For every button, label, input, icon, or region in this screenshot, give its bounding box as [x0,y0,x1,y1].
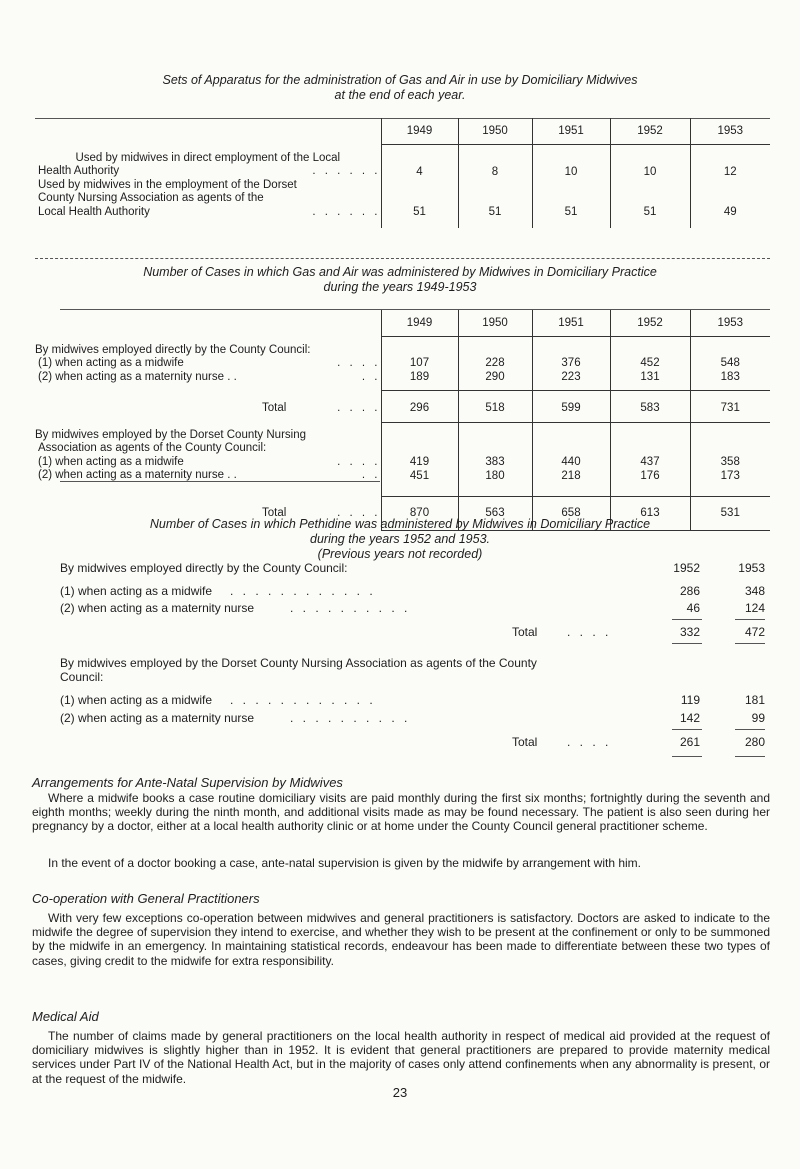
table3-cell: 348 [744,584,765,598]
table2-year-1951: 1951 [532,310,610,337]
table1-cell: 51 [532,179,610,229]
table2-year-1953: 1953 [690,310,770,337]
sum-rule [672,619,702,620]
table1-cell: 12 [690,145,770,179]
row-label: (2) when acting as a maternity nurse [60,601,255,615]
cell: 358 [720,456,740,468]
cell: 218 [561,469,581,482]
table3-cell: 46 [686,601,700,615]
table2-g1-col-1950 [458,337,532,391]
table2-group2-label [35,423,381,497]
group-heading: By midwives employed by the Dorset County Nursing [35,428,307,441]
table1-cell: 51 [381,179,458,229]
cell: 173 [720,469,740,482]
leader-dots: . . . . . . . . . . . . [230,584,376,598]
label-line: Used by midwives in direct employment of the Local [75,151,341,164]
table2-g2-col-1953 [690,423,770,497]
sum-rule [672,643,702,644]
table1-cell: 49 [690,179,770,229]
cell: 452 [640,357,660,369]
table3-g2-row2 [60,711,700,725]
table2-group1-label [35,337,381,391]
row-label: (1) when acting as a midwife [38,455,184,468]
table3-g2-total: 280 [744,735,765,749]
sum-rule [735,729,765,730]
leader-dots: . . . . [337,506,381,519]
cell: 451 [409,469,430,482]
cooperation-paragraph: With very few exceptions co-operation between midwives and general practitioners is satisfactory. Doctors are asked to indicate to the midwife the degree of supervision they intend to exercise, and whether they wish to be present at the confinement or only to be summoned by the midwife in an emergency. In maintaining statistical records, endeavour has been made to differentiate between these two types of cases, giving credit to the midwife for extra responsibility. [32,911,770,968]
table2-g2-total: 613 [610,497,690,531]
table2 [35,310,770,531]
table3-cell: 286 [679,584,700,598]
cell: 131 [640,370,660,383]
row-label: (1) when acting as a midwife [60,693,213,707]
table3-cell: 142 [679,711,700,725]
table3-cell: 119 [680,693,700,707]
table1-year-1950: 1950 [458,118,532,145]
cell: 419 [409,456,430,468]
cell: 290 [485,370,505,383]
sum-rule [735,643,765,644]
leader-dots: . . . . . . . . . . [290,711,411,725]
table1-title [60,73,740,103]
label-line: County Nursing Association as agents of the [38,192,264,204]
leader-dots: . . . . . . [312,165,381,177]
label-line: Local Health Authority [38,205,150,218]
cell: 376 [561,357,581,369]
table2-g1-col-1951 [532,337,610,391]
table3-g2-total-label: Total [512,735,538,749]
table3-title [60,517,740,562]
leader-dots: . . [361,469,381,481]
table2-title-line1: Number of Cases in which Gas and Air was administered by Midwives in Domiciliary Practice [143,265,657,279]
antenatal-paragraph-1: Where a midwife books a case routine domiciliary visits are paid monthly during the first six months; fortnightly during the seventh and eighth months; weekly during the ninth month, and additional visits made as may be found necessary. The patient is also seen during her pregnancy by a doctor, either at a local health authority clinic or at home under the County Council general practitioner scheme. [32,791,770,834]
table1-year-1951: 1951 [532,118,610,145]
leader-dots: . . . . . . [312,205,381,218]
table2-g2-total: 658 [532,497,610,531]
antenatal-paragraph-2: In the event of a doctor booking a case, ante-natal supervision is given by the midwife by arrangement with him. [48,856,641,870]
table2-g1-col-1952 [610,337,690,391]
antenatal-heading: Arrangements for Ante-Natal Supervision by Midwives [32,775,343,790]
table1-year-1949: 1949 [381,118,458,145]
cell: 176 [640,469,660,482]
group-heading: By midwives employed directly by the County Council: [35,343,311,356]
total-label: Total [262,506,287,519]
table3-cell: 181 [744,693,765,707]
cell: 223 [561,370,581,383]
table2-g2-total: 870 [381,497,458,531]
cell: 228 [485,357,505,369]
table3-group1-heading: By midwives employed directly by the County Council: [60,561,348,575]
table3-g1-row1 [60,584,700,598]
table3-g1-total-label: Total [512,625,538,639]
cell: 107 [409,357,430,369]
table3-title-line2 [60,532,740,562]
table2-g2-col-1952 [610,423,690,497]
table2-g1-col-1953 [690,337,770,391]
heading-line: By midwives employed by the Dorset County Nursing Association as agents of the County [60,656,537,670]
table2-year-1950: 1950 [458,310,532,337]
title-main: during the years 1952 and 1953. [310,532,490,546]
table1-cell: 51 [458,179,532,229]
total-label: Total [262,401,287,414]
table1-row-label [35,179,381,229]
cell: 180 [485,469,505,482]
cell: 440 [561,456,581,468]
heading-line: Council: [60,670,104,684]
label-line: Used by midwives in the employment of the Dorset [38,178,297,191]
row-label: (1) when acting as a midwife [60,584,213,598]
table2-g1-total: 583 [610,391,690,423]
table2-g1-total: 296 [381,391,458,423]
leader-dots: . . [361,370,381,383]
table2-g1-total: 599 [532,391,610,423]
leader-dots: . . . . . . . . . . [290,601,411,615]
table3-g1-total: 472 [744,625,765,639]
cell: 383 [485,456,505,468]
sum-rule [672,756,702,757]
page-number: 23 [392,1085,408,1100]
table2-year-1949: 1949 [381,310,458,337]
label-line: Health Authority [38,165,120,177]
title-note: (Previous years not recorded) [317,547,483,561]
cooperation-heading: Co-operation with General Practitioners [32,891,260,906]
table3-year-1953: 1953 [738,561,765,575]
sum-rule [672,729,702,730]
table2-title-line2: during the years 1949-1953 [323,280,477,294]
cell: 189 [409,370,430,383]
table1-cell: 8 [458,145,532,179]
table3-title-line1: Number of Cases in which Pethidine was administered by Midwives in Domiciliary Practice [149,517,651,531]
cell: 437 [640,456,660,468]
table1 [35,118,770,228]
table2-g2-col-1951 [532,423,610,497]
row-label: (1) when acting as a midwife [38,357,184,369]
table3-cell: 124 [744,601,765,615]
row-label: (2) when acting as a maternity nurse . . [38,469,237,481]
cell: 548 [720,357,740,369]
medical-aid-paragraph: The number of claims made by general practitioners on the local health authority in respect of medical aid provided at the request of domiciliary midwives is slightly higher than in 1952. It is evident that general practitioners are prepared to provide maternity medical services under Part IV of the National Health Act, but in the majority of cases only attend confinements when any abnormality is present, or at the request of the midwife. [32,1029,770,1086]
table3-g2-row1 [60,693,700,707]
cell: 183 [720,370,740,383]
table2-year-1952: 1952 [610,310,690,337]
leader-dots: . . . . [567,735,612,749]
table2-g1-total: 731 [690,391,770,423]
table1-title-line2: at the end of each year. [334,88,466,102]
table2-g2-total: 563 [458,497,532,531]
leader-dots: . . . . . . . . . . . . [230,693,376,707]
table2-group1-total-label [35,391,381,423]
group-heading: Association as agents of the County Council: [38,442,267,454]
table1-cell: 10 [610,145,690,179]
table2-g1-col-1949 [381,337,458,391]
table1-cell: 4 [381,145,458,179]
leader-dots: . . . . [337,357,381,369]
leader-dots: . . . . [337,455,381,468]
table3-g2-total: 261 [679,735,700,749]
table1-row-label [35,145,381,179]
row-label: (2) when acting as a maternity nurse [60,711,255,725]
table3-year-1952: 1952 [673,561,700,575]
table1-cell: 51 [610,179,690,229]
table2-title [60,265,740,295]
table3-group2-heading [60,656,537,684]
leader-dots: . . . . [567,625,612,639]
sum-rule [735,619,765,620]
table1-bottom-rule [35,258,770,259]
leader-dots: . . . . [337,401,381,414]
table3-cell: 99 [751,711,765,725]
table2-g2-total: 531 [690,497,770,531]
table2-g2-col-1949 [381,423,458,497]
table2-g1-total: 518 [458,391,532,423]
table1-year-1952: 1952 [610,118,690,145]
table2-g2-col-1950 [458,423,532,497]
row-label: (2) when acting as a maternity nurse . . [38,370,237,383]
table3-g1-total: 332 [679,625,700,639]
sum-rule [735,756,765,757]
table1-title-line1: Sets of Apparatus for the administration of Gas and Air in use by Domiciliary Midwives [162,73,638,87]
table3-g1-row2 [60,601,700,615]
table1-cell: 10 [532,145,610,179]
table1-year-1953: 1953 [690,118,770,145]
medical-aid-heading: Medical Aid [32,1009,99,1024]
table2-bottom-rule [60,481,380,482]
